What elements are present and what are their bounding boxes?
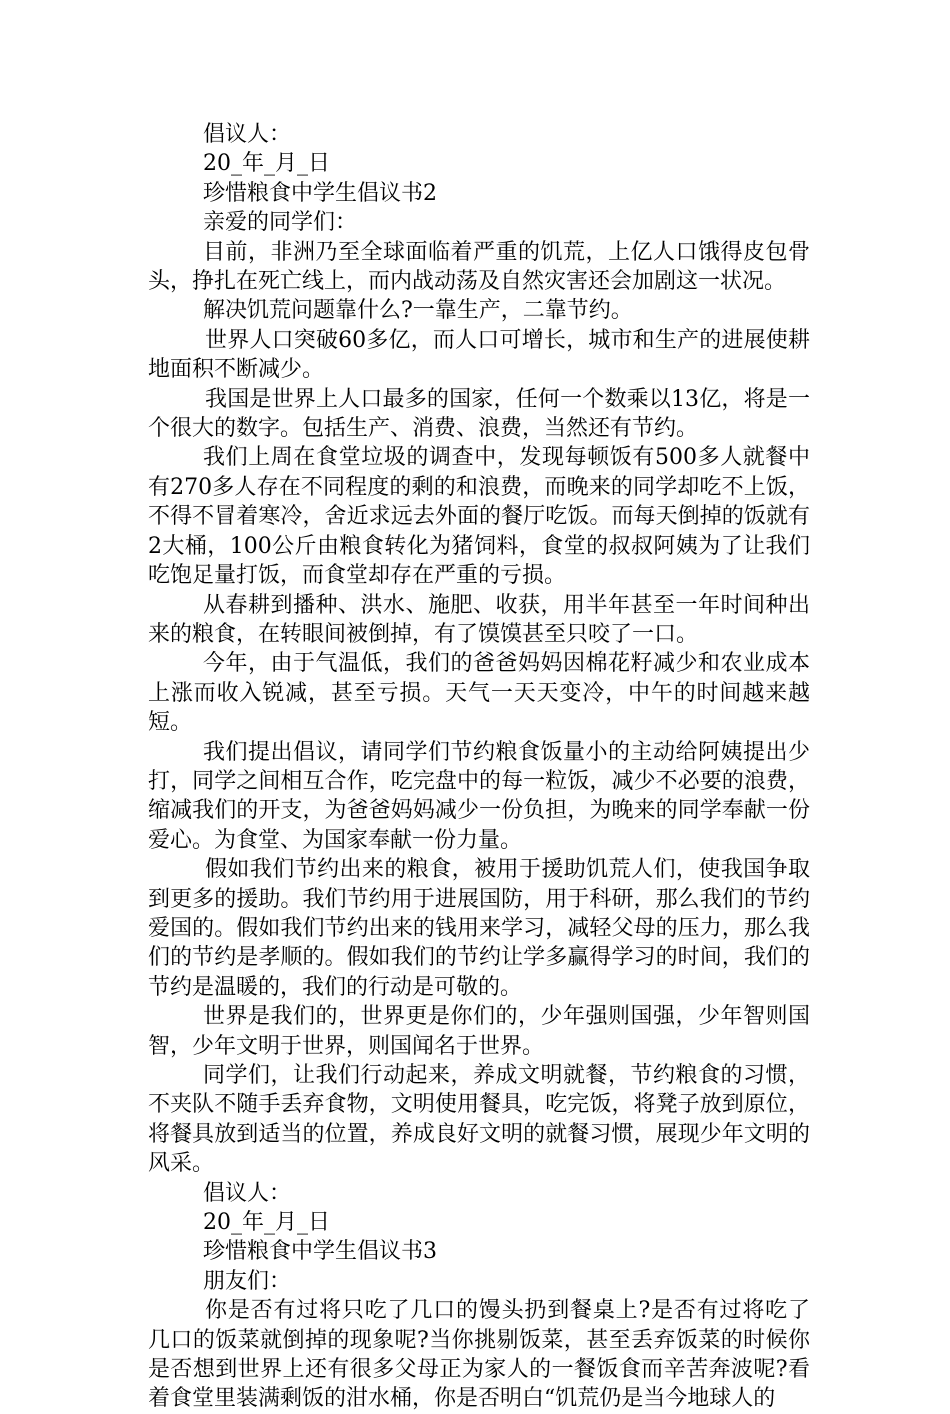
paragraph: 我们提出倡议，请同学们节约粮食饭量小的主动给阿姨提出少打，同学之间相互合作，吃完盘中的每一粒饭，减少不必要的浪费，缩减我们的开支，为爸爸妈妈减少一份负担，为晚来的同学奉献一份爱心。为食堂、为国家奉献一份力量。 [148, 739, 810, 853]
paragraph: 从春耕到播种、洪水、施肥、收获，用半年甚至一年时间种出来的粮食，在转眼间被倒掉，有了馍馍甚至只咬了一口。 [148, 592, 810, 647]
paragraph: 世界人口突破60多亿，而人口可增长，城市和生产的进展使耕地面积不断减少。 [148, 327, 810, 383]
paragraph: 假如我们节约出来的粮食，被用于援助饥荒人们，使我国争取到更多的援助。我们节约用于进展国防，用于科研，那么我们的节约爱国的。假如我们节约出来的钱用来学习，减轻父母的压力，那么我们的节约是孝顺的。假如我们的节约让学多赢得学习的时间，我们的节约是温暖的，我们的行动是可敬的。 [148, 857, 810, 1000]
paragraph: 目前，非洲乃至全球面临着严重的饥荒，上亿人口饿得皮包骨头，挣扎在死亡线上，而内战动荡及自然灾害还会加剧这一状况。 [148, 239, 810, 295]
paragraph: 我国是世界上人口最多的国家，任何一个数乘以13亿，将是一个很大的数字。包括生产、消费、浪费，当然还有节约。 [148, 386, 810, 442]
salutation: 亲爱的同学们： [203, 210, 358, 236]
document-body [148, 120, 810, 1414]
paragraph: 你是否有过将只吃了几口的馒头扔到餐桌上?是否有过将吃了几口的饭菜就倒掉的现象呢?当你挑剔饭菜，甚至丢弃饭菜的时候你是否想到世界上还有很多父母正为家人的一餐饭食而辛苦奔波呢?看着食堂里装满剩饭的泔水桶，你是否明白“饥荒仍是当今地球人的 [148, 1298, 810, 1412]
salutation: 朋友们： [203, 1268, 292, 1294]
paragraph: 世界是我们的，世界更是你们的，少年强则国强，少年智则国智，少年文明于世界，则国闻名于世界。 [148, 1004, 810, 1059]
paragraph: 我们上周在食堂垃圾的调查中，发现每顿饭有500多人就餐中有270多人存在不同程度的剩的和浪费，而晚来的同学却吃不上饭，不得不冒着寒冷，舍近求远去外面的餐厅吃饭。而每天倒掉的饭就有2大桶，100公斤由粮食转化为猪饲料，食堂的叔叔阿姨为了让我们吃饱足量打饭，而食堂却存在严重的亏损。 [148, 445, 810, 589]
section-title: 珍惜粮食中学生倡议书3 [203, 1239, 437, 1265]
paragraph: 今年，由于气温低，我们的爸爸妈妈因棉花籽减少和农业成本上涨而收入锐减，甚至亏损。天气一天天变冷，中午的时间越来越短。 [148, 651, 810, 736]
date-line: 20_年_月_日 [203, 1210, 330, 1236]
signature-label: 倡议人： [203, 1180, 292, 1206]
section-title: 珍惜粮食中学生倡议书2 [203, 180, 437, 206]
signature-label: 倡议人： [203, 122, 292, 147]
date-line: 20_年_月_日 [203, 151, 330, 177]
paragraph: 解决饥荒问题靠什么?一靠生产，二靠节约。 [203, 298, 633, 324]
paragraph: 同学们，让我们行动起来，养成文明就餐，节约粮食的习惯，不夹队不随手丢弃食物，文明使用餐具，吃完饭，将凳子放到原位，将餐具放到适当的位置，养成良好文明的就餐习惯，展现少年文明的风采。 [148, 1063, 810, 1177]
